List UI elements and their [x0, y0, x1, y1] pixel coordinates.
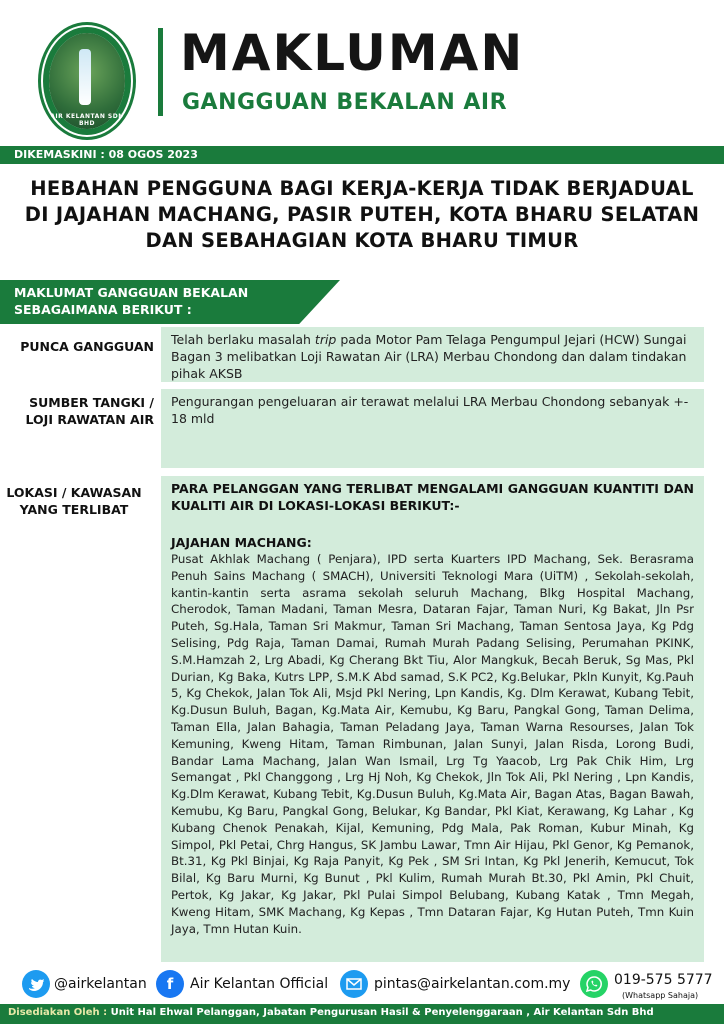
- prepared-by-label: Disediakan Oleh :: [8, 1007, 108, 1018]
- twitter-icon[interactable]: [22, 970, 50, 998]
- email-icon[interactable]: [340, 970, 368, 998]
- lokasi-box: [161, 476, 704, 962]
- phone-number[interactable]: 019-575 5777: [614, 972, 713, 988]
- sumber-box: Pengurangan pengeluaran air terawat melalui LRA Merbau Chondong sebanyak +- 18 mld: [161, 389, 704, 468]
- lokasi-heading: PARA PELANGGAN YANG TERLIBAT MENGALAMI GANGGUAN KUANTITI DAN KUALITI AIR DI LOKASI-LOKASI BERIKUT:-: [171, 481, 694, 513]
- prepared-by: [8, 1007, 654, 1018]
- sumber-label: [10, 394, 154, 428]
- section-heading-line2: SEBAGAIMANA BERIKUT :: [14, 302, 192, 317]
- area-title: JAJAHAN MACHANG:: [171, 535, 312, 550]
- section-heading: [14, 284, 248, 318]
- lokasi-label-line2: YANG TERLIBAT: [19, 502, 129, 517]
- facebook-icon[interactable]: f: [156, 970, 184, 998]
- punca-text-em: trip: [314, 332, 337, 347]
- facebook-page[interactable]: Air Kelantan Official: [190, 976, 329, 992]
- lokasi-label: [2, 484, 146, 518]
- punca-text-post: pada Motor Pam Telaga Pengumpul Jejari (HCW) Sungai Bagan 3 melibatkan Loji Rawatan Air (LRA) Merbau Chondong dan dalam tindakan pihak AKSB: [171, 332, 687, 381]
- lokasi-label-line1: LOKASI / KAWASAN: [6, 485, 142, 500]
- headline: HEBAHAN PENGGUNA BAGI KERJA-KERJA TIDAK BERJADUAL DI JAJAHAN MACHANG, PASIR PUTEH, KOTA BHARU SELATAN DAN SEBAHAGIAN KOTA BHARU TIMUR: [24, 177, 700, 252]
- twitter-handle[interactable]: @airkelantan: [54, 976, 147, 992]
- sumber-label-line1: SUMBER TANGKI /: [29, 395, 154, 410]
- prepared-by-text: Unit Hal Ehwal Pelanggan, Jabatan Pengurusan Hasil & Penyelenggaraan , Air Kelantan Sdn Bhd: [110, 1007, 654, 1018]
- whatsapp-icon[interactable]: [580, 970, 608, 998]
- section-heading-line1: MAKLUMAT GANGGUAN BEKALAN: [14, 285, 249, 300]
- header-divider: [158, 28, 163, 116]
- update-date: DIKEMASKINI : 08 OGOS 2023: [14, 148, 198, 161]
- footer-contacts: [0, 966, 724, 1000]
- logo-text: AIR KELANTAN SDN BHD: [50, 113, 124, 127]
- phone-note: (Whatsapp Sahaja): [622, 991, 699, 1000]
- punca-text-pre: Telah berlaku masalah: [171, 332, 315, 347]
- page-title: MAKLUMAN: [180, 24, 525, 82]
- sumber-label-line2: LOJI RAWATAN AIR: [25, 412, 154, 427]
- punca-label: PUNCA GANGGUAN: [20, 339, 154, 354]
- email-address[interactable]: pintas@airkelantan.com.my: [374, 976, 571, 992]
- punca-box: [161, 327, 704, 382]
- page-subtitle: GANGGUAN BEKALAN AIR: [182, 90, 508, 115]
- area-list: Pusat Akhlak Machang ( Penjara), IPD serta Kuarters IPD Machang, Sek. Berasrama Penuh Sains Machang ( SMACH), Universiti Teknologi Mara (UiTM) , Sekolah-sekolah, kantin-kantin serta asrama sekolah seluruh Machang, Blkg Hospital Machang, Cherodok, Taman Madani, Taman Mesra, Dataran Fajar, Taman Nuri, Kg Bakat, Jln Psr Puteh, Sg.Hala, Taman Sri Makmur, Taman Sri Machang, Taman Sentosa Jaya, Kg Pdg Selising, Pdg Raja, Taman Damai, Rumah Murah Padang Selising, Perumahan PKINK, S.M.Hamzah 2, Lrg Abadi, Kg Cherang Bkt Tiu, Alor Mangkuk, Becah Beruk, Sg Mas, Pkl Durian, Kg Baka, Kutrs LPP, S.M.K Abd samad, S.K PC2, Kg.Belukar, Pkln Kunyit, Kg.Pauh 5, Kg Chekok, Jalan Tok Ali, Msjd Pkl Nering, Lpn Kandis, Kg. Dlm Kerawat, Kubang Tebit, Kg.Dusun Buluh, Bagan, Kg.Mata Air, Kemubu, Kg Baru, Pangkal Gong, Taman Delima, Taman Ella, Jalan Bahagia, Taman Peladang Jaya, Taman Warna Resourses, Jalan Tok Kemuning, Kweng Hitam, Taman Rimbunan, Jalan Sunyi, Jalan Risda, Lorong Budi, Bandar Lama Machang, Jalan Wan Ismail, Lrg Tg Yaacob, Lrg Pak Chik Him, Lrg Semangat , Pkl Changgong , Lrg Hj Noh, Kg Chekok, Jln Tok Ali, Pkl Nering , Lpn Kandis, Kg.Dlm Kerawat, Kubang Tebit, Kg.Dusun Buluh, Kg.Mata Air, Bagan Atas, Bagan Bawah, Kemubu, Kg Baru, Pangkal Gong, Belukar, Kg Bandar, Pkl Kiat, Kerawang, Kg Lahar , Kg Kubang Chenok Penakah, Kijal, Kemuning, Pdg Mala, Pak Roman, Kubur Minah, Kg Simpol, Pkl Petai, Chrg Hangus, SK Jambu Lawar, Tmn Air Hijau, Pkl Genor, Kg Pemanok, Bt.31, Kg Pkl Binjai, Kg Raja Panyit, Kg Pek , SM Sri Intan, Kg Pkl Jenerih, Kemucut, Tok Bilal, Kg Baru Murni, Kg Bunut , Pkl Kulim, Rumah Murah Bt.30, Pkl Amin, Pkl Chuit, Pertok, Kg Jakar, Kg Jakar, Pkl Pulai Simpol Belubang, Kubang Katak , Tmn Megah, Kweng Hitam, SMK Machang, Kg Kepas , Tmn Dataran Fajar, Kg Hutan Puteh, Tmn Kuin Jaya, Tmn Hutan Kuin.: [171, 552, 694, 936]
- company-logo: [38, 22, 136, 140]
